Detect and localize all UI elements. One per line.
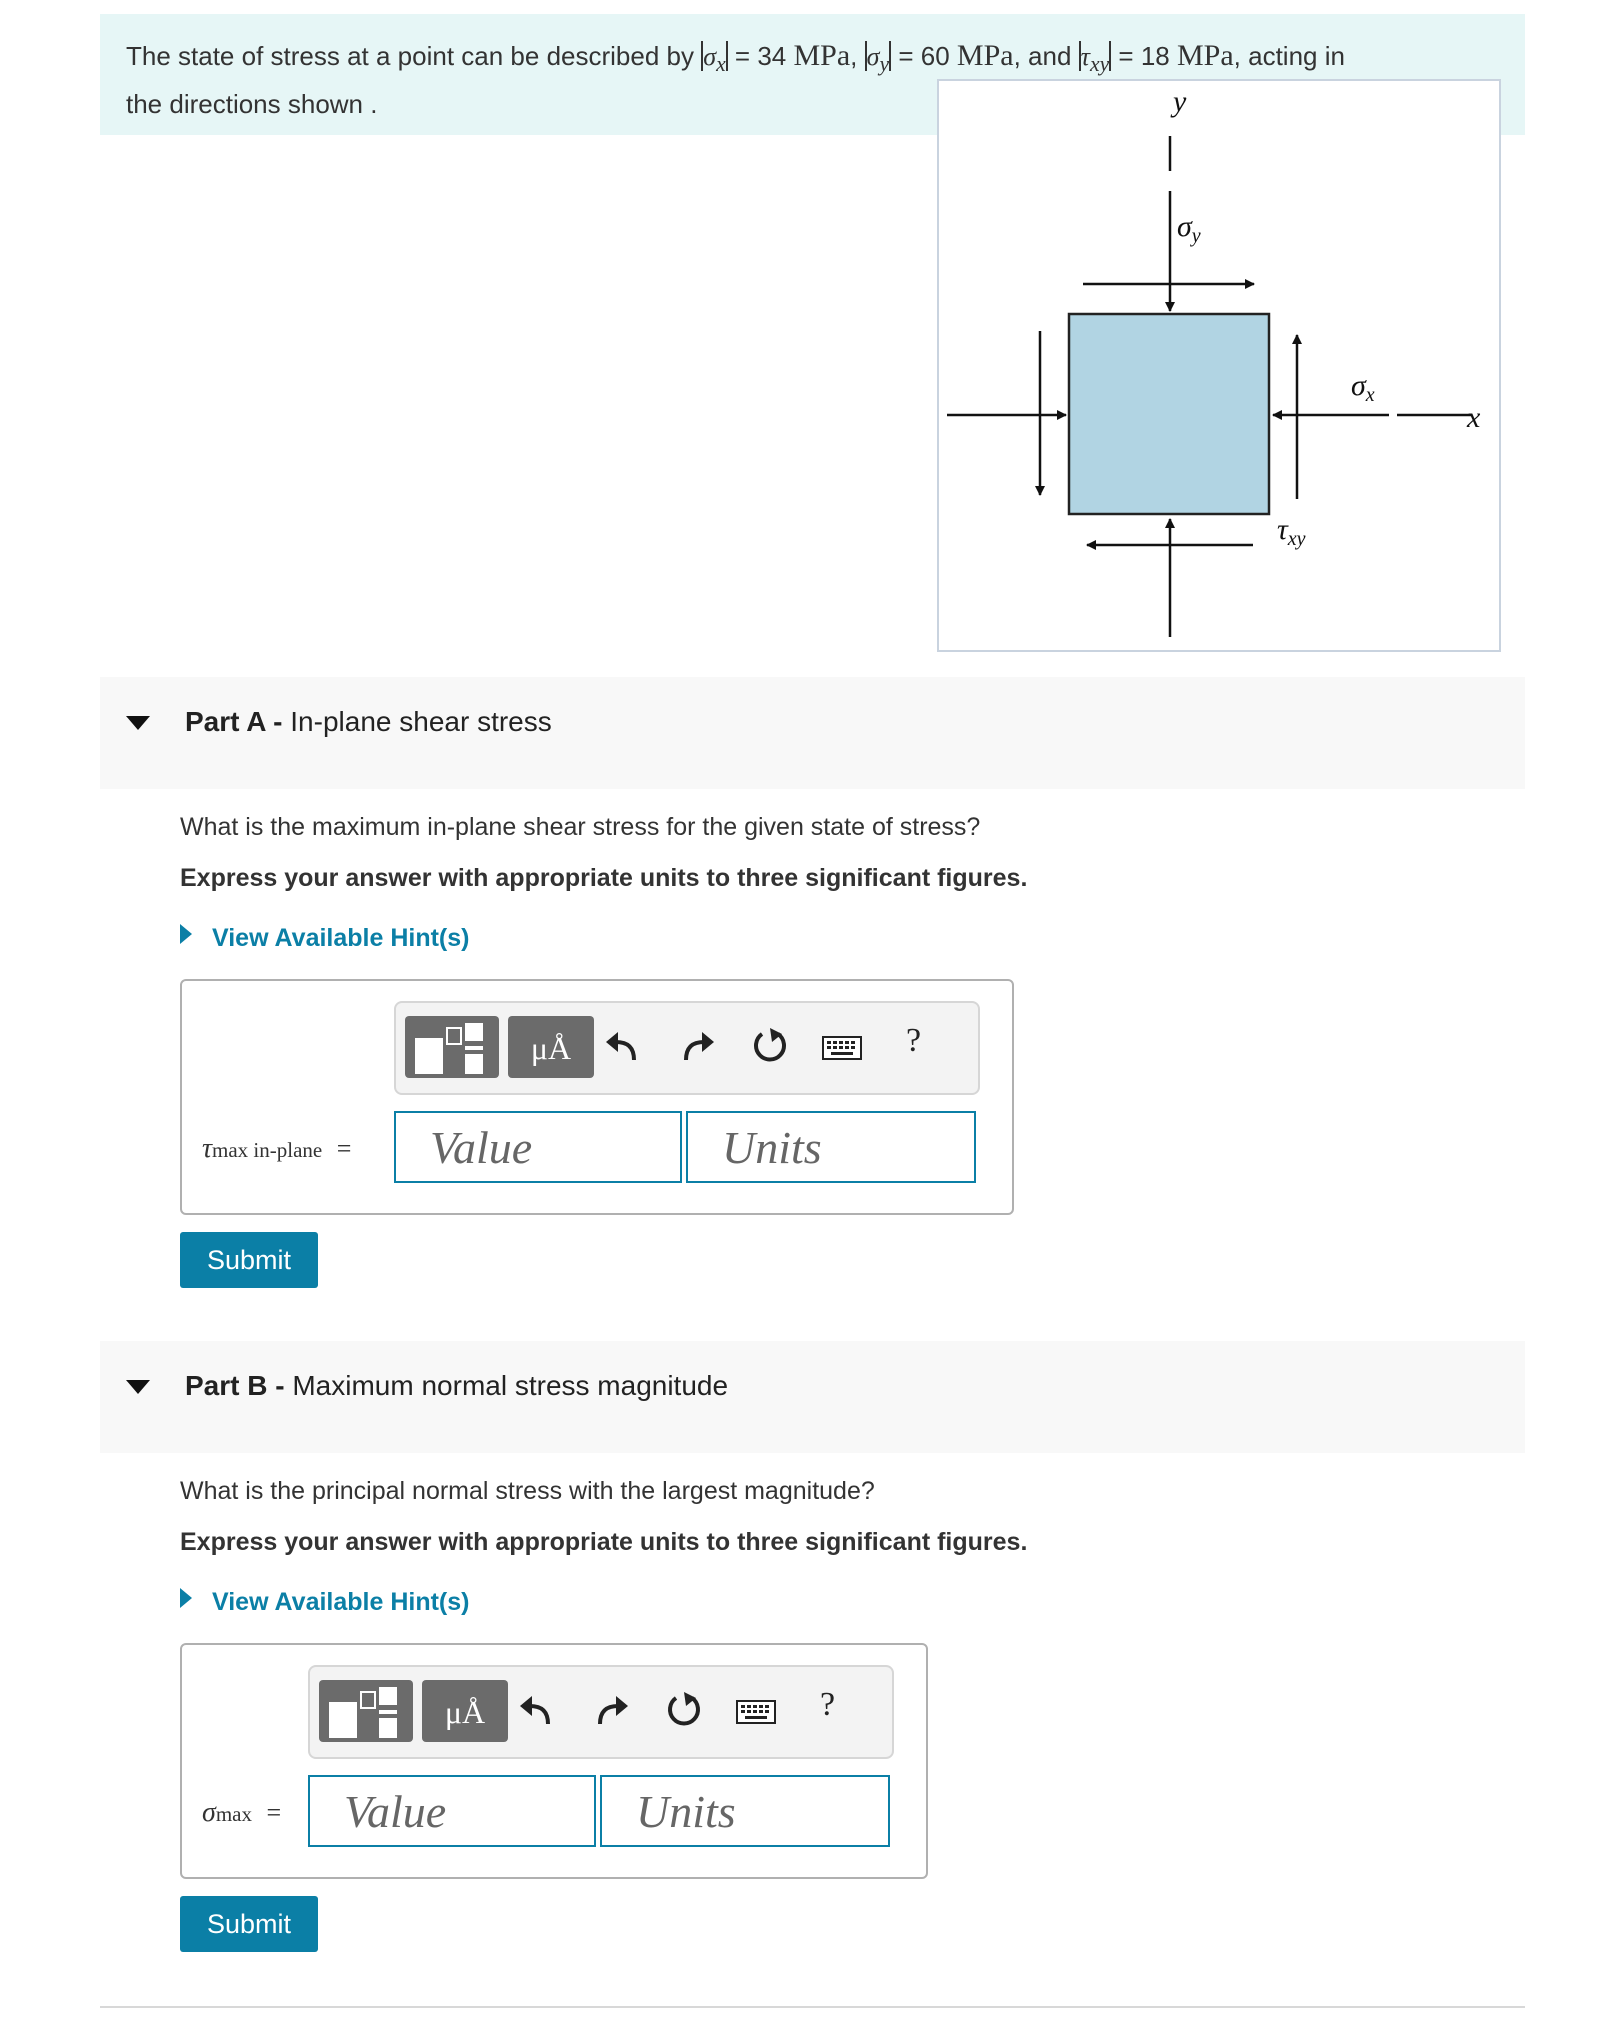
redo-icon[interactable] <box>680 1028 716 1068</box>
stress-element-figure <box>937 79 1501 652</box>
collapse-caret-icon[interactable] <box>126 1380 150 1394</box>
part-b-value-input[interactable]: Value <box>308 1775 596 1847</box>
hint-caret-icon[interactable] <box>180 924 192 944</box>
part-a-hints-link[interactable]: View Available Hint(s) <box>212 924 470 952</box>
part-b-hints-link[interactable]: View Available Hint(s) <box>212 1588 470 1616</box>
stress-diagram <box>939 81 1499 650</box>
part-a-title[interactable]: Part A - In-plane shear stress <box>185 706 552 737</box>
part-b-variable-label: σmax = <box>202 1797 282 1828</box>
templates-glyph <box>319 1680 413 1742</box>
help-icon[interactable]: ? <box>906 1022 922 1059</box>
x-axis-label: x <box>1467 401 1481 434</box>
tau-xy-label: $\tau_{xy}$ <box>1277 513 1306 550</box>
problem-statement: The state of stress at a point can be described by $\sigma_x = 34$ MPa, $\sigma_y = 60$ MPa, and $\tau_{xy} = 18$ MPa, acting in the directions shown . <box>126 39 1345 120</box>
keyboard-icon[interactable] <box>822 1036 862 1060</box>
undo-icon[interactable] <box>518 1692 554 1732</box>
templates-icon[interactable] <box>405 1016 499 1078</box>
collapse-caret-icon[interactable] <box>126 716 150 730</box>
unit-label: MPa <box>1176 39 1234 72</box>
units-icon[interactable]: μÅ <box>422 1680 508 1742</box>
part-a-value-input[interactable]: Value <box>394 1111 682 1183</box>
y-axis-label: y <box>1173 85 1187 118</box>
part-a-variable-label: τmax in-plane = <box>202 1133 352 1164</box>
templates-glyph <box>405 1016 499 1078</box>
part-b-title[interactable]: Part B - Maximum normal stress magnitude <box>185 1370 729 1401</box>
part-b-instruction: Express your answer with appropriate units to three significant figures. <box>180 1528 1028 1556</box>
stress-element <box>1069 314 1269 514</box>
part-a-question: What is the maximum in-plane shear stress for the given state of stress? <box>180 813 981 841</box>
sigma-x-label: $\sigma_x$ <box>1351 369 1375 406</box>
divider <box>100 2006 1525 2008</box>
part-b-question: What is the principal normal stress with the largest magnitude? <box>180 1477 875 1505</box>
reset-icon[interactable] <box>750 1026 790 1068</box>
help-icon[interactable]: ? <box>820 1686 836 1723</box>
redo-icon[interactable] <box>594 1692 630 1732</box>
reset-icon[interactable] <box>664 1690 704 1732</box>
sigma-y-label: $\sigma_y$ <box>1177 210 1201 247</box>
part-b-units-input[interactable]: Units <box>600 1775 890 1847</box>
unit-label: MPa <box>956 39 1014 72</box>
templates-icon[interactable] <box>319 1680 413 1742</box>
part-a-submit-button[interactable]: Submit <box>180 1232 318 1288</box>
part-a-units-input[interactable]: Units <box>686 1111 976 1183</box>
keyboard-icon[interactable] <box>736 1700 776 1724</box>
undo-icon[interactable] <box>604 1028 640 1068</box>
hint-caret-icon[interactable] <box>180 1588 192 1608</box>
part-b-submit-button[interactable]: Submit <box>180 1896 318 1952</box>
part-a-instruction: Express your answer with appropriate units to three significant figures. <box>180 864 1028 892</box>
units-icon[interactable]: μÅ <box>508 1016 594 1078</box>
